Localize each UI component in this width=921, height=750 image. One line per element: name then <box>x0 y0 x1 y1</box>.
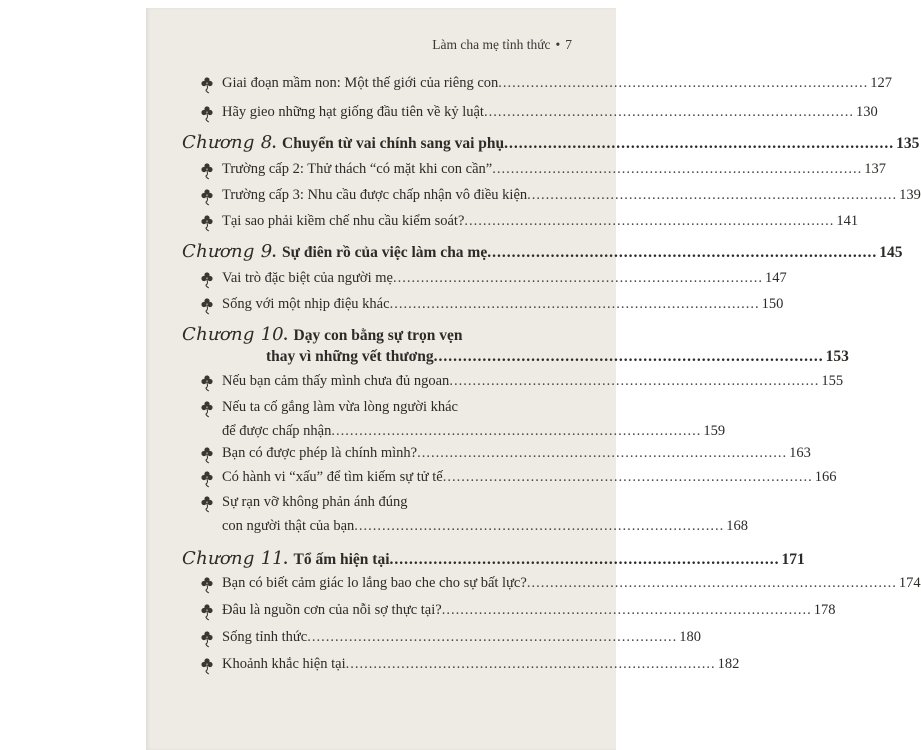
toc-entry: Trường cấp 3: Nhu cầu được chấp nhận vô điều kiện ................................................................................ 139 <box>200 187 572 211</box>
chapter-title: Chuyển từ vai chính sang vai phụ <box>282 135 505 152</box>
page-number: 7 <box>565 37 572 52</box>
clover-icon <box>200 575 214 595</box>
clover-icon <box>200 445 214 465</box>
toc-entry: Giai đoạn mầm non: Một thế giới của riêng con ................................................................................ 127 <box>200 75 572 99</box>
entry-text: Sống tỉnh thức <box>222 629 308 645</box>
entry-page: 139 <box>899 187 921 203</box>
toc-entry: Nếu bạn cảm thấy mình chưa đủ ngoan ................................................................................ 155 <box>200 373 572 397</box>
clover-icon <box>200 494 214 514</box>
entry-text: Nếu ta cố gắng làm vừa lòng người khác <box>222 399 458 415</box>
chapter-page: 145 <box>879 244 903 261</box>
entry-text: Đâu là nguồn cơn của nỗi sợ thực tại? <box>222 602 442 618</box>
entry-text: Bạn có biết cảm giác lo lắng bao che cho sự bất lực? <box>222 575 527 591</box>
chapter-title: Tổ ấm hiện tại <box>293 551 390 568</box>
entry-text: Khoảnh khắc hiện tại <box>222 656 346 672</box>
clover-icon <box>200 602 214 622</box>
toc-entry: Nếu ta cố gắng làm vừa lòng người khác để được chấp nhận ................................................................................ 159 <box>200 399 572 447</box>
clover-icon <box>200 656 214 676</box>
entry-page: 182 <box>717 656 740 672</box>
clover-icon <box>200 104 214 124</box>
entry-page: 130 <box>855 104 878 120</box>
entry-text: Vai trò đặc biệt của người mẹ <box>222 270 393 286</box>
entry-text: Giai đoạn mầm non: Một thế giới của riêng con <box>222 75 499 91</box>
chapter-number: 9 <box>260 241 273 262</box>
entry-page: 127 <box>870 75 893 91</box>
toc-entry: Bạn có được phép là chính mình? ................................................................................ 163 <box>200 445 572 469</box>
entry-text: Trường cấp 3: Nhu cầu được chấp nhận vô điều kiện <box>222 187 528 203</box>
chapter-title: Dạy con bằng sự trọn vẹn <box>293 327 463 344</box>
entry-page: 178 <box>813 602 836 618</box>
toc-entry: Sống tỉnh thức ................................................................................ 180 <box>200 629 572 653</box>
chapter-number: 11 <box>260 548 284 569</box>
clover-icon <box>200 75 214 95</box>
entry-text: Sự rạn vỡ không phản ánh đúng <box>222 494 408 510</box>
entry-page: 147 <box>764 270 787 286</box>
entry-page: 180 <box>679 629 701 645</box>
toc-chapter: Chương 8 . Chuyển từ vai chính sang vai phụ ................................................................................ 135 <box>182 132 920 153</box>
toc-chapter: Chương 10 . Dạy con bằng sự trọn vẹn thay vì những vết thương ................................................................................ 153 <box>182 324 849 365</box>
clover-icon <box>200 469 214 489</box>
chapter-word: Chương <box>182 548 255 569</box>
entry-page: 166 <box>814 469 837 485</box>
running-head: Làm cha mẹ tỉnh thức • 7 <box>432 37 572 52</box>
chapter-number: 10 <box>260 324 284 345</box>
entry-text: Sống với một nhịp điệu khác <box>222 296 390 312</box>
chapter-word: Chương <box>182 132 255 153</box>
entry-page: 137 <box>864 161 886 177</box>
entry-text: Hãy gieo những hạt giống đầu tiên về kỷ luật <box>222 104 484 120</box>
entry-page: 150 <box>761 296 784 312</box>
toc-entry: Bạn có biết cảm giác lo lắng bao che cho sự bất lực? ................................................................................ 174 <box>200 575 572 599</box>
clover-icon <box>200 270 214 290</box>
entry-page: 163 <box>789 445 811 461</box>
entry-text: Tại sao phải kiềm chế nhu cầu kiểm soát? <box>222 213 465 229</box>
toc-entry: Tại sao phải kiềm chế nhu cầu kiểm soát? ................................................................................ 141 <box>200 213 572 237</box>
entry-text: Có hành vi “xấu” để tìm kiếm sự tử tế <box>222 469 443 485</box>
entry-page: 141 <box>836 213 859 229</box>
chapter-page: 171 <box>781 551 805 568</box>
toc-chapter: Chương 9 . Sự điên rồ của việc làm cha mẹ ................................................................................ 145 <box>182 241 903 262</box>
chapter-page: 153 <box>825 348 849 365</box>
entry-text-line2: để được chấp nhận <box>222 423 332 439</box>
chapter-word: Chương <box>182 241 255 262</box>
clover-icon <box>200 213 214 233</box>
toc-entry: Sống với một nhịp điệu khác ................................................................................ 150 <box>200 296 572 320</box>
clover-icon <box>200 187 214 207</box>
entry-page: 155 <box>821 373 844 389</box>
entry-page: 174 <box>898 575 921 591</box>
chapter-title: Sự điên rồ của việc làm cha mẹ <box>282 244 488 261</box>
chapter-word: Chương <box>182 324 255 345</box>
entry-text: Trường cấp 2: Thử thách “có mặt khi con cần” <box>222 161 493 177</box>
entry-text: Nếu bạn cảm thấy mình chưa đủ ngoan <box>222 373 450 389</box>
clover-icon <box>200 373 214 393</box>
entry-page: 159 <box>703 423 726 439</box>
clover-icon <box>200 399 214 419</box>
chapter-number: 8 <box>260 132 273 153</box>
toc-entry: Khoảnh khắc hiện tại ................................................................................ 182 <box>200 656 572 680</box>
toc-entry: Hãy gieo những hạt giống đầu tiên về kỷ luật ................................................................................ 130 <box>200 104 572 128</box>
toc-entry: Có hành vi “xấu” để tìm kiếm sự tử tế ................................................................................ 166 <box>200 469 572 493</box>
entry-text: Bạn có được phép là chính mình? <box>222 445 418 461</box>
toc-chapter: Chương 11 . Tổ ấm hiện tại ................................................................................ 171 <box>182 548 805 569</box>
toc-entry: Đâu là nguồn cơn của nỗi sợ thực tại? ................................................................................ 178 <box>200 602 572 626</box>
toc-entry: Sự rạn vỡ không phản ánh đúng con người thật của bạn ................................................................................ 168 <box>200 494 572 542</box>
toc-entry: Trường cấp 2: Thử thách “có mặt khi con cần” ................................................................................ 137 <box>200 161 572 185</box>
running-head-title: Làm cha mẹ tỉnh thức <box>432 37 551 52</box>
clover-icon <box>200 161 214 181</box>
clover-icon <box>200 296 214 316</box>
entry-text-line2: con người thật của bạn <box>222 518 355 534</box>
entry-page: 168 <box>726 518 749 534</box>
toc-entry: Vai trò đặc biệt của người mẹ ................................................................................ 147 <box>200 270 572 294</box>
book-page <box>146 8 921 750</box>
chapter-page: 135 <box>896 135 920 152</box>
chapter-title-line2: thay vì những vết thương <box>266 348 434 365</box>
clover-icon <box>200 629 214 649</box>
